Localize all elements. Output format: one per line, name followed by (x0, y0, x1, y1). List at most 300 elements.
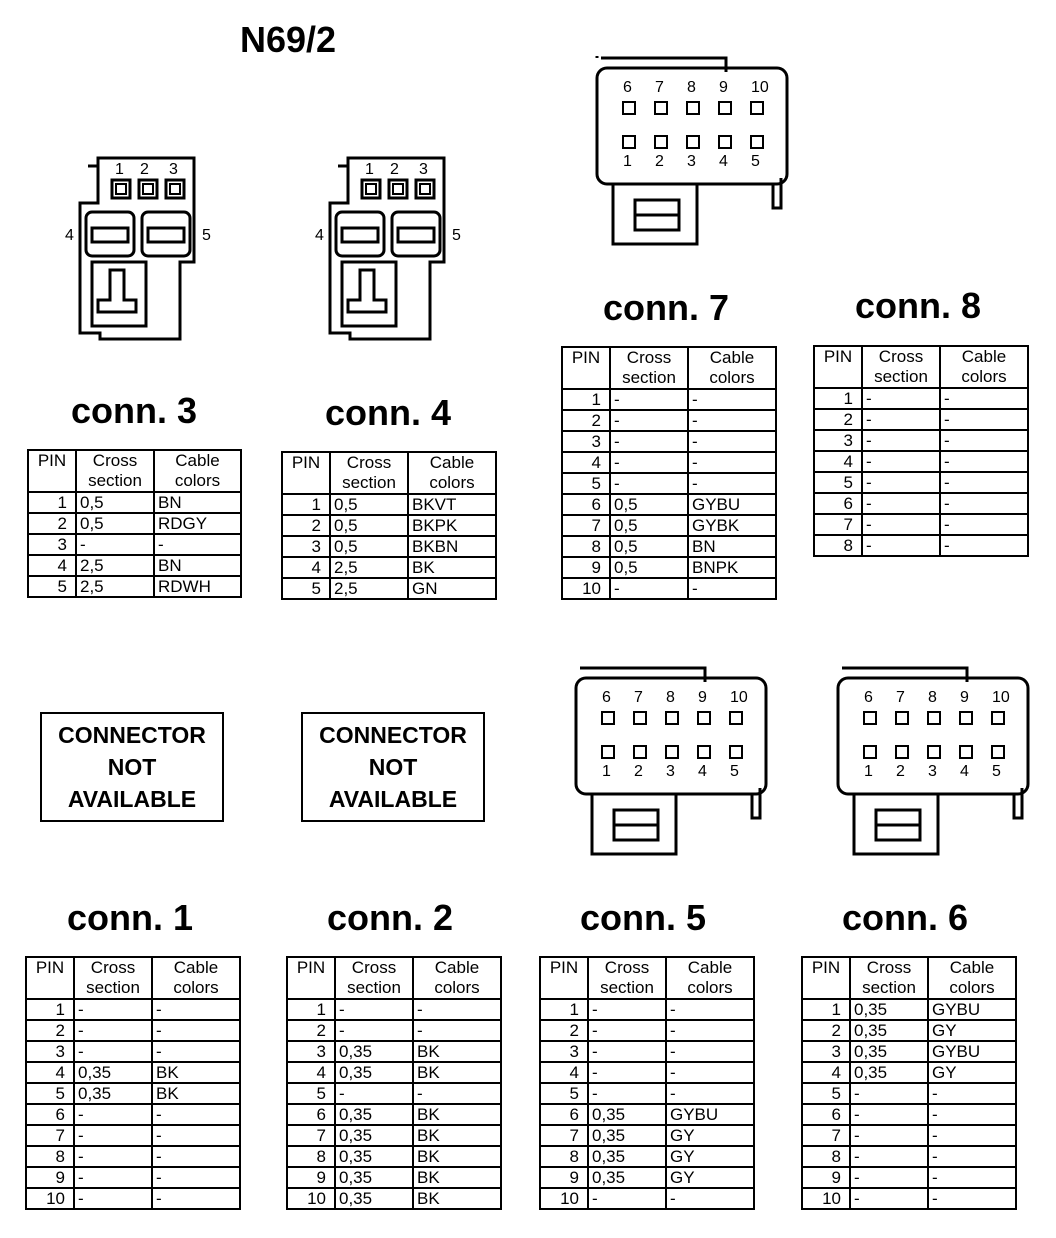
svg-text:3: 3 (666, 763, 675, 780)
pin-cell: 2 (802, 1020, 850, 1041)
cable-color-cell: - (940, 409, 1028, 430)
pin-cell: 3 (562, 431, 610, 452)
table-row (540, 1188, 754, 1209)
pin-cell: 9 (802, 1167, 850, 1188)
table-row (562, 389, 776, 410)
cross-section-cell: 0,5 (76, 492, 154, 513)
cable-color-cell: GYBU (666, 1104, 754, 1125)
table-row (26, 999, 240, 1020)
table-row (562, 473, 776, 494)
table-row (26, 1146, 240, 1167)
conn8-table (813, 345, 1029, 557)
cable-color-cell: GY (666, 1146, 754, 1167)
cross-section-cell: - (335, 999, 413, 1020)
pin-cell: 8 (802, 1146, 850, 1167)
cable-color-cell: - (152, 1146, 240, 1167)
table-row (802, 1146, 1016, 1167)
conn5-title: conn. 5 (579, 897, 707, 938)
cable-color-cell: - (152, 1188, 240, 1209)
table-row (562, 557, 776, 578)
cross-section-header: Cross section (330, 452, 408, 494)
na-line-2: NOT (368, 754, 418, 780)
pin-header: PIN (802, 957, 850, 999)
conn4-table (281, 451, 497, 600)
cable-color-cell: - (688, 473, 776, 494)
pin-cell: 4 (802, 1062, 850, 1083)
table-row (540, 1167, 754, 1188)
table-row (287, 1146, 501, 1167)
cable-color-cell: - (152, 1020, 240, 1041)
cross-section-cell: - (850, 1188, 928, 1209)
table-row (562, 452, 776, 473)
pin-cell: 2 (540, 1020, 588, 1041)
cable-color-cell: BK (413, 1062, 501, 1083)
table-row (287, 1083, 501, 1104)
cable-color-cell: - (928, 1125, 1016, 1146)
pin-label-1: 1 (115, 161, 124, 178)
pin-header: PIN (282, 452, 330, 494)
connector-not-available-conn2 (301, 712, 485, 822)
pin-cell: 8 (540, 1146, 588, 1167)
connector-not-available-conn1 (40, 712, 224, 822)
cross-section-cell: - (74, 1020, 152, 1041)
table-row (802, 1083, 1016, 1104)
table-row (26, 1020, 240, 1041)
cable-color-cell: BKVT (408, 494, 496, 515)
cross-section-cell: 0,35 (74, 1062, 152, 1083)
cross-section-cell: 0,35 (335, 1041, 413, 1062)
cable-color-cell: BK (413, 1041, 501, 1062)
svg-text:2: 2 (634, 763, 643, 780)
cross-section-header: Cross section (335, 957, 413, 999)
svg-text:3: 3 (687, 153, 696, 170)
pin-cell: 4 (814, 451, 862, 472)
pin-cell: 7 (562, 515, 610, 536)
cable-color-cell: BK (152, 1083, 240, 1104)
cross-section-cell: - (588, 1062, 666, 1083)
cross-section-header: Cross section (610, 347, 688, 389)
table-row (282, 515, 496, 536)
cross-section-cell: - (335, 1083, 413, 1104)
pin-cell: 9 (26, 1167, 74, 1188)
pin-cell: 1 (540, 999, 588, 1020)
pin-cell: 6 (802, 1104, 850, 1125)
pin-cell: 1 (562, 389, 610, 410)
cross-section-cell: - (74, 1041, 152, 1062)
table-row (282, 536, 496, 557)
cable-colors-header: Cable colors (666, 957, 754, 999)
conn7-title: conn. 7 (602, 287, 730, 328)
cross-section-cell: - (74, 1188, 152, 1209)
cross-section-cell: - (850, 1146, 928, 1167)
pin-cell: 5 (28, 576, 76, 597)
cable-color-cell: BK (152, 1062, 240, 1083)
table-row (802, 1167, 1016, 1188)
pin-cell: 2 (814, 409, 862, 430)
pin-cell: 5 (814, 472, 862, 493)
cross-section-cell: - (74, 1104, 152, 1125)
pin-cell: 8 (814, 535, 862, 556)
cable-color-cell: BK (408, 557, 496, 578)
cross-section-cell: - (74, 999, 152, 1020)
table-row (540, 1041, 754, 1062)
svg-text:10: 10 (730, 689, 748, 706)
cross-section-cell: - (610, 473, 688, 494)
cross-section-cell: - (850, 1167, 928, 1188)
cross-section-cell: - (862, 388, 940, 409)
cable-color-cell: - (666, 1062, 754, 1083)
cable-color-cell: - (413, 1083, 501, 1104)
table-row (287, 1104, 501, 1125)
pin-cell: 6 (287, 1104, 335, 1125)
svg-text:4: 4 (698, 763, 707, 780)
pin-header: PIN (287, 957, 335, 999)
cross-section-header: Cross section (588, 957, 666, 999)
pin-cell: 2 (562, 410, 610, 431)
cable-color-cell: GYBU (688, 494, 776, 515)
cable-color-cell: - (154, 534, 241, 555)
cross-section-cell: - (610, 410, 688, 431)
pin-cell: 4 (287, 1062, 335, 1083)
cross-section-cell: 0,35 (335, 1146, 413, 1167)
pin-cell: 3 (814, 430, 862, 451)
conn5-table (539, 956, 755, 1210)
connector-drawing-conn5 (574, 660, 774, 860)
cable-color-cell: BN (688, 536, 776, 557)
cable-color-cell: - (940, 451, 1028, 472)
cable-color-cell: - (940, 493, 1028, 514)
connector-drawing-conn4 (312, 150, 472, 345)
cable-color-cell: - (940, 514, 1028, 535)
table-row (282, 494, 496, 515)
pin-cell: 3 (28, 534, 76, 555)
table-header (282, 452, 496, 494)
cable-color-cell: - (928, 1083, 1016, 1104)
svg-text:5: 5 (751, 153, 760, 170)
cable-color-cell: BK (413, 1167, 501, 1188)
na-line-3: AVAILABLE (67, 786, 197, 812)
cable-color-cell: GY (666, 1167, 754, 1188)
table-row (26, 1167, 240, 1188)
cable-color-cell: - (413, 1020, 501, 1041)
pin-label-1: 1 (365, 161, 374, 178)
table-row (282, 578, 496, 599)
pin-header: PIN (26, 957, 74, 999)
pin-cell: 3 (802, 1041, 850, 1062)
pin-cell: 3 (540, 1041, 588, 1062)
cross-section-cell: - (335, 1020, 413, 1041)
svg-text:8: 8 (928, 689, 937, 706)
svg-text:1: 1 (602, 763, 611, 780)
pin-cell: 5 (802, 1083, 850, 1104)
svg-text:6: 6 (623, 79, 632, 96)
pin-cell: 7 (802, 1125, 850, 1146)
cross-section-cell: - (610, 452, 688, 473)
pin-cell: 8 (562, 536, 610, 557)
cross-section-cell: 0,35 (335, 1167, 413, 1188)
svg-text:2: 2 (896, 763, 905, 780)
pin-label-3: 3 (419, 161, 428, 178)
pin-label-2: 2 (140, 161, 149, 178)
table-row (562, 431, 776, 452)
conn1-table (25, 956, 241, 1210)
svg-text:8: 8 (666, 689, 675, 706)
table-row (802, 1041, 1016, 1062)
pin-cell: 9 (562, 557, 610, 578)
cable-color-cell: GYBU (928, 1041, 1016, 1062)
pin-cell: 10 (802, 1188, 850, 1209)
cable-color-cell: BK (413, 1188, 501, 1209)
svg-text:6: 6 (602, 689, 611, 706)
cross-section-header: Cross section (850, 957, 928, 999)
cross-section-header: Cross section (862, 346, 940, 388)
cross-section-cell: - (610, 431, 688, 452)
na-line-1: CONNECTOR (319, 722, 467, 748)
page-title: N69/2 (240, 19, 337, 60)
table-row (26, 1062, 240, 1083)
pin-label-3: 3 (169, 161, 178, 178)
svg-text:1: 1 (864, 763, 873, 780)
table-header (287, 957, 501, 999)
cable-color-cell: - (152, 1125, 240, 1146)
pin-cell: 1 (26, 999, 74, 1020)
cross-section-cell: 0,5 (330, 515, 408, 536)
pin-header: PIN (814, 346, 862, 388)
table-header (28, 450, 241, 492)
pin-cell: 4 (26, 1062, 74, 1083)
cable-color-cell: BK (413, 1104, 501, 1125)
cross-section-cell: - (588, 1188, 666, 1209)
table-row (802, 1125, 1016, 1146)
svg-text:9: 9 (719, 79, 728, 96)
cross-section-cell: 2,5 (76, 576, 154, 597)
pin-cell: 3 (282, 536, 330, 557)
pin-cell: 10 (287, 1188, 335, 1209)
cable-color-cell: - (666, 999, 754, 1020)
cross-section-cell: - (588, 1041, 666, 1062)
conn8-title: conn. 8 (854, 285, 982, 326)
cable-color-cell: - (152, 1041, 240, 1062)
pin-cell: 1 (802, 999, 850, 1020)
pin-cell: 7 (814, 514, 862, 535)
table-row (802, 1020, 1016, 1041)
cross-section-cell: - (588, 999, 666, 1020)
table-row (287, 1041, 501, 1062)
table-row (28, 576, 241, 597)
cross-section-cell: 0,35 (850, 1020, 928, 1041)
pin-cell: 8 (287, 1146, 335, 1167)
table-row (540, 1062, 754, 1083)
table-row (26, 1041, 240, 1062)
table-row (802, 1188, 1016, 1209)
table-row (540, 1125, 754, 1146)
na-line-1: CONNECTOR (58, 722, 206, 748)
table-row (540, 1104, 754, 1125)
table-row (814, 514, 1028, 535)
table-row (26, 1104, 240, 1125)
cable-colors-header: Cable colors (152, 957, 240, 999)
cable-color-cell: - (940, 430, 1028, 451)
table-header (562, 347, 776, 389)
table-row (28, 534, 241, 555)
pin-label-4: 4 (65, 227, 74, 244)
pin-header: PIN (540, 957, 588, 999)
cross-section-cell: - (862, 472, 940, 493)
pin-cell: 4 (28, 555, 76, 576)
pin-cell: 7 (287, 1125, 335, 1146)
svg-text:9: 9 (698, 689, 707, 706)
table-row (540, 1083, 754, 1104)
pin-cell: 6 (562, 494, 610, 515)
table-row (26, 1083, 240, 1104)
cross-section-cell: 0,35 (588, 1104, 666, 1125)
conn6-table (801, 956, 1017, 1210)
svg-text:4: 4 (960, 763, 969, 780)
pin-cell: 1 (282, 494, 330, 515)
cross-section-cell: 0,5 (330, 536, 408, 557)
conn4-title: conn. 4 (324, 392, 452, 433)
table-row (814, 535, 1028, 556)
pin-row-top (623, 79, 769, 114)
table-row (814, 493, 1028, 514)
table-row (562, 536, 776, 557)
cable-color-cell: - (928, 1188, 1016, 1209)
cable-color-cell: - (928, 1146, 1016, 1167)
cable-color-cell: BN (154, 492, 241, 513)
cable-colors-header: Cable colors (413, 957, 501, 999)
cross-section-cell: 0,35 (335, 1188, 413, 1209)
svg-text:3: 3 (928, 763, 937, 780)
cable-color-cell: GY (666, 1125, 754, 1146)
cross-section-cell: 0,5 (610, 515, 688, 536)
cable-colors-header: Cable colors (408, 452, 496, 494)
table-header (26, 957, 240, 999)
cable-color-cell: GY (928, 1062, 1016, 1083)
table-row (562, 515, 776, 536)
table-row (814, 472, 1028, 493)
table-row (282, 557, 496, 578)
pin-cell: 9 (287, 1167, 335, 1188)
cross-section-cell: 0,35 (588, 1167, 666, 1188)
cable-color-cell: - (688, 410, 776, 431)
table-header (540, 957, 754, 999)
cable-color-cell: BK (413, 1125, 501, 1146)
table-row (287, 1188, 501, 1209)
pin-cell: 8 (26, 1146, 74, 1167)
svg-text:5: 5 (992, 763, 1001, 780)
cable-color-cell: GN (408, 578, 496, 599)
pin-row-bottom (623, 136, 763, 170)
pin-cell: 2 (282, 515, 330, 536)
cross-section-cell: 0,5 (610, 536, 688, 557)
cable-color-cell: GYBU (928, 999, 1016, 1020)
pin-cell: 3 (26, 1041, 74, 1062)
cross-section-cell: - (850, 1125, 928, 1146)
cross-section-cell: 0,35 (335, 1125, 413, 1146)
table-row (814, 409, 1028, 430)
conn6-title: conn. 6 (841, 897, 969, 938)
cross-section-cell: - (862, 493, 940, 514)
cross-section-cell: - (862, 430, 940, 451)
table-row (26, 1188, 240, 1209)
table-row (562, 410, 776, 431)
conn1-title: conn. 1 (66, 897, 194, 938)
cable-color-cell: - (940, 535, 1028, 556)
table-row (814, 451, 1028, 472)
cross-section-cell: 0,35 (588, 1125, 666, 1146)
svg-text:7: 7 (896, 689, 905, 706)
conn2-title: conn. 2 (326, 897, 454, 938)
cable-colors-header: Cable colors (154, 450, 241, 492)
svg-text:8: 8 (687, 79, 696, 96)
pin-cell: 7 (540, 1125, 588, 1146)
cable-color-cell: BK (413, 1146, 501, 1167)
table-row (287, 1125, 501, 1146)
svg-text:10: 10 (992, 689, 1010, 706)
cross-section-cell: - (862, 535, 940, 556)
conn2-table (286, 956, 502, 1210)
cable-colors-header: Cable colors (928, 957, 1016, 999)
svg-text:5: 5 (730, 763, 739, 780)
pin-cell: 6 (540, 1104, 588, 1125)
cross-section-cell: 2,5 (330, 578, 408, 599)
svg-text:10: 10 (751, 79, 769, 96)
pin-cell: 5 (26, 1083, 74, 1104)
cable-colors-header: Cable colors (940, 346, 1028, 388)
cross-section-cell: - (610, 578, 688, 599)
cross-section-cell: - (862, 514, 940, 535)
cross-section-cell: - (74, 1125, 152, 1146)
svg-text:1: 1 (623, 153, 632, 170)
cable-color-cell: - (152, 1167, 240, 1188)
cable-color-cell: RDGY (154, 513, 241, 534)
na-line-3: AVAILABLE (328, 786, 458, 812)
cross-section-cell: - (76, 534, 154, 555)
cable-color-cell: GYBK (688, 515, 776, 536)
pin-cell: 7 (26, 1125, 74, 1146)
cable-color-cell: BN (154, 555, 241, 576)
pin-cell: 1 (814, 388, 862, 409)
cross-section-cell: 0,35 (74, 1083, 152, 1104)
cable-color-cell: - (688, 452, 776, 473)
cross-section-cell: 0,5 (330, 494, 408, 515)
cross-section-cell: - (862, 451, 940, 472)
cable-color-cell: - (940, 388, 1028, 409)
table-row (287, 999, 501, 1020)
cross-section-cell: 0,5 (610, 494, 688, 515)
connector-drawing-conn6 (836, 660, 1036, 860)
cross-section-cell: - (862, 409, 940, 430)
svg-text:4: 4 (719, 153, 728, 170)
table-row (814, 430, 1028, 451)
cable-color-cell: - (688, 578, 776, 599)
pin-header: PIN (562, 347, 610, 389)
table-row (28, 513, 241, 534)
cable-color-cell: GY (928, 1020, 1016, 1041)
cross-section-cell: 2,5 (76, 555, 154, 576)
table-row (26, 1125, 240, 1146)
pin-cell: 10 (26, 1188, 74, 1209)
connector-drawing-conn3 (62, 150, 222, 345)
cable-color-cell: - (666, 1020, 754, 1041)
table-header (814, 346, 1028, 388)
cross-section-cell: - (74, 1167, 152, 1188)
pin-label-4: 4 (315, 227, 324, 244)
pin-cell: 3 (287, 1041, 335, 1062)
table-row (287, 1020, 501, 1041)
table-row (802, 1104, 1016, 1125)
table-row (540, 1020, 754, 1041)
